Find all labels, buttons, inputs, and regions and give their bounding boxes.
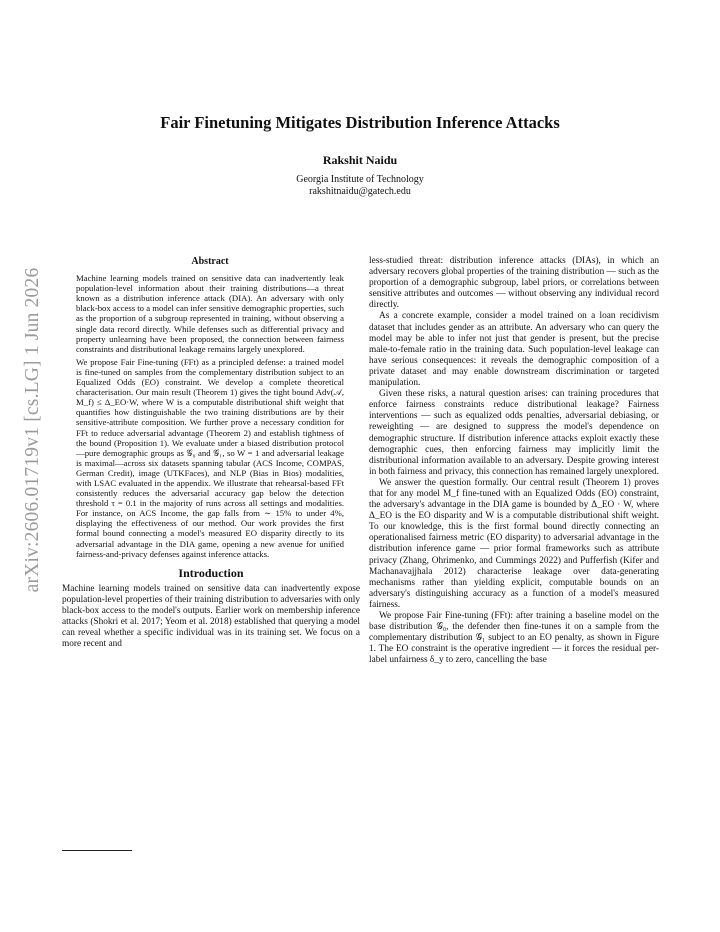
intro-paragraph-1-continued: less-studied threat: distribution inference attacks (DIAs), in which an adversary recovers global properties of the training distribution — such as the proportion of a demographic subgroup, label priors, or correlations between sensitive attributes and outcomes — without observing any individual record directly. xyxy=(369,256,659,311)
author-affiliation xyxy=(0,174,720,198)
footnote-rule xyxy=(62,850,132,851)
abstract-paragraph-2: We propose Fair Fine-tuning (FFt) as a principled defense: a trained model is fine-tuned on samples from the complementary distribution subject to an Equalized Odds (EO) constraint. We develop a complete theoretical characterisation. Our main result (Theorem 1) gives the tight bound Adv(𝒜, M_f) ≤ Δ_EO·W, where W is a computable distributional shift weight that quantifies how distinguishable the two training distributions are by their sensitive-attribute composition. We further prove a necessary condition for FFt to reduce adversarial advantage (Theorem 2) and establish tightness of the bound (Proposition 1). We evaluate under a biased distribution protocol—pure demographic groups as 𝒢₀ and 𝒢₁, so W = 1 and adversarial leakage is maximal—across six datasets spanning tabular (ACS Income, COMPAS, German Credit), image (UTKFaces), and NLP (Bias in Bios) modalities, with LSAC evaluated in the appendix. We illustrate that rehearsal-based FFt consistently reduces the adversarial accuracy gap below the detection threshold τ = 0.1 in the majority of runs across all settings and modalities. For instance, on ACS Income, the gap falls from ∼ 15% to under 4%, displaying the effectiveness of our method. Our work provides the first formal bound connecting a model's measured EO disparity directly to its adversarial advantage in the DIA game, opening a new avenue for unified fairness-and-privacy defenses against inference attacks. xyxy=(76,356,344,559)
author-name: Rakshit Naidu xyxy=(322,153,398,167)
intro-paragraph-3: Given these risks, a natural question arises: can training procedures that enforce fairness constraints reduce distributional leakage? Fairness interventions — such as equalized odds penalties, adversarial debiasing, or reweighting — are designed to suppress the model's dependence on demographic structure. If distribution inference attacks exploit exactly these demographic cues, then enforcing fairness may implicitly limit the distributional information available to an adversary. Despite growing interest in both fairness and privacy, this connection has remained largely unexplored. xyxy=(369,389,659,477)
affiliation: Georgia Institute of Technology xyxy=(296,174,424,185)
intro-paragraph-2: As a concrete example, consider a model trained on a loan recidivism dataset that includes gender as an attribute. An adversary who can query the model may be able to infer not just that gender is present, but the precise male-to-female ratio in the training data. Such population-level leakage can have serious consequences: it reveals the demographic composition of a private dataset and may enable downstream discrimination or targeted manipulation. xyxy=(369,311,659,389)
arxiv-identifier: arXiv:2606.01719v1 [cs.LG] 1 Jun 2026 xyxy=(22,267,43,593)
abstract-section xyxy=(62,256,360,559)
abstract-paragraph-1: Machine learning models trained on sensitive data can inadvertently leak population-level information about their training distributions—a threat known as a distribution inference attack (DIA). An adversary with only black-box access to a model can infer sensitive demographic properties, such as the proportion of a subgroup represented in training, without observing a single data record directly. While defenses such as differential privacy and property unlearning have been proposed, the connection between fairness constraints and distributional leakage remains largely unexplored. xyxy=(76,273,345,354)
right-column xyxy=(369,256,659,666)
introduction-heading: Introduction xyxy=(178,565,244,580)
intro-paragraph-5: We propose Fair Fine-tuning (FFt): after training a baseline model on the base distribution 𝒢₀, the defender then fine-tunes it on a sample from the complementary distribution 𝒢₁ subject to an EO penalty, as shown in Figure 1. The EO constraint is the operative ingredient — it forces the residual per-label unfairness δ_y to zero, cancelling the base xyxy=(369,611,659,666)
email: rakshitnaidu@gatech.edu xyxy=(309,186,411,197)
intro-paragraph-4: We answer the question formally. Our central result (Theorem 1) proves that for any model M_f fine-tuned with an Equalized Odds (EO) constraint, the adversary's advantage in the DIA game is bounded by Δ_EO · W, where Δ_EO is the EO disparity and W is a computable distributional shift weight. To our knowledge, this is the first formal bound directly connecting an operationalised fairness metric (EO disparity) to adversarial advantage in the distribution inference game — prior formal frameworks such as attribute privacy (Zhang, Ohrimenko, and Cummings 2022) and Pufferfish (Kifer and Machanavajjhala 2012) characterise leakage over data-generating mechanisms rather than yielding explicit, computable bounds on an adversary's distinguishing accuracy as a function of a model's measured fairness. xyxy=(369,477,659,610)
left-column xyxy=(62,256,360,650)
abstract-heading: Abstract xyxy=(191,256,229,267)
arxiv-sidebar xyxy=(8,230,58,630)
paper-title: Fair Finetuning Mitigates Distribution Inference Attacks xyxy=(160,113,560,132)
intro-paragraph-1: Machine learning models trained on sensitive data can inadvertently expose population-level properties of their training distribution to adversaries with only black-box access to the model's outputs. Earlier work on membership inference attacks (Shokri et al. 2017; Yeom et al. 2018) established that querying a model can reveal whether a specific individual was in its training set. We focus on a more recent and xyxy=(62,583,360,650)
